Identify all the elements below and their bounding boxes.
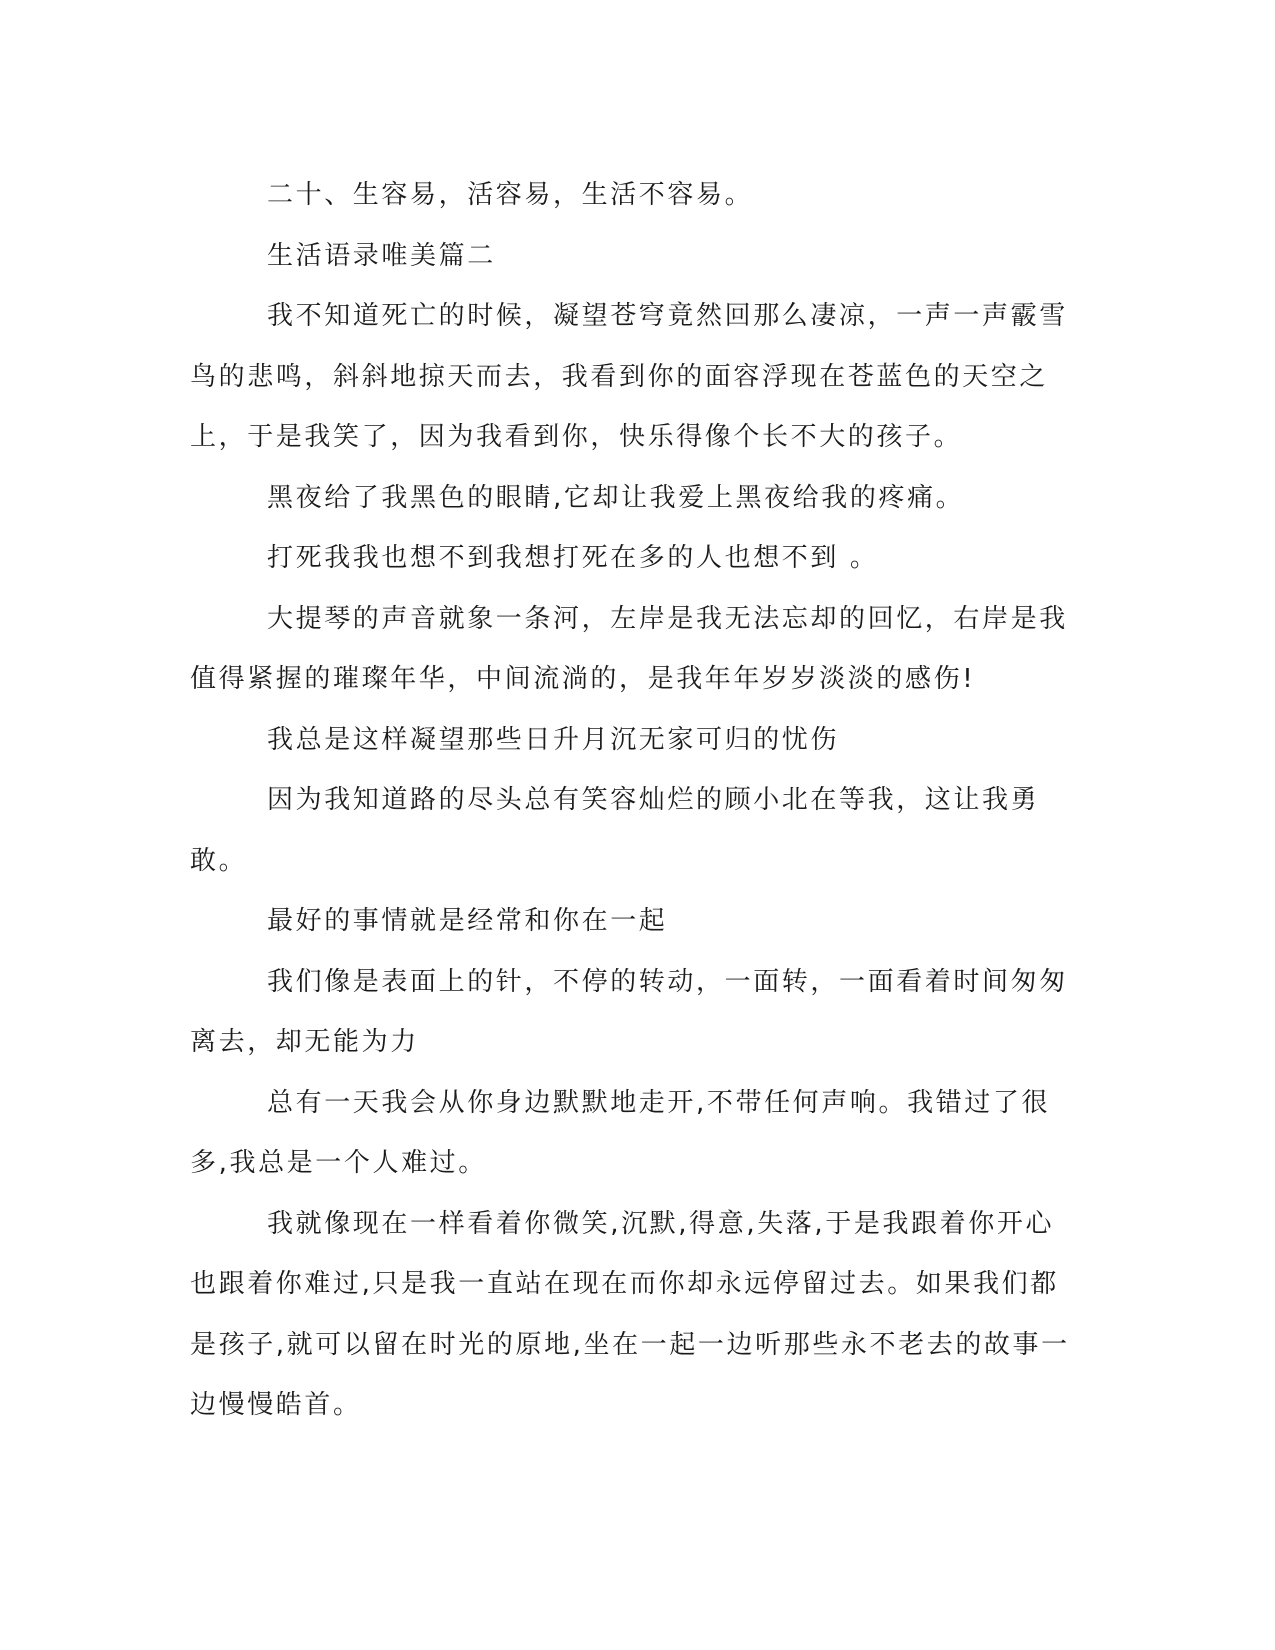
paragraph-7: 因为我知道路的尽头总有笑容灿烂的顾小北在等我，这让我勇敢。: [190, 785, 1040, 876]
paragraph-3: 黑夜给了我黑色的眼睛,它却让我爱上黑夜给我的疼痛。: [267, 482, 965, 513]
paragraph-5: 大提琴的声音就象一条河，左岸是我无法忘却的回忆，右岸是我值得紧握的璀璨年华，中间流淌的，是我年年岁岁淡淡的感伤!: [190, 603, 1068, 694]
paragraph-4: 打死我我也想不到我想打死在多的人也想不到 。: [267, 543, 879, 573]
paragraph-6: 我总是这样凝望那些日升月沉无家可归的忧伤: [267, 724, 840, 755]
paragraph-9: 我们像是表面上的针，不停的转动，一面转，一面看着时间匆匆离去，却无能为力: [190, 966, 1068, 1057]
paragraph-10: 总有一天我会从你身边默默地走开,不带任何声响。我错过了很多,我总是一个人难过。: [190, 1087, 1051, 1178]
paragraph-2: 我不知道死亡的时候，凝望苍穹竟然回那么凄凉，一声一声霰雪鸟的悲鸣，斜斜地掠天而去，我看到你的面容浮现在苍蓝色的天空之上，于是我笑了，因为我看到你，快乐得像个长不大的孩子。: [190, 301, 1068, 452]
section-heading: 生活语录唯美篇二: [267, 240, 496, 271]
paragraph-8: 最好的事情就是经常和你在一起: [267, 906, 668, 936]
document-body: [190, 165, 1075, 1436]
paragraph-11: 我就像现在一样看着你微笑,沉默,得意,失落,于是我跟着你开心也跟着你难过,只是我一直站在现在而你却永远停留过去。如果我们都是孩子,就可以留在时光的原地,坐在一起一边听那些永不老去的故事一边慢慢皓首。: [190, 1208, 1070, 1420]
paragraph-1: 二十、生容易，活容易，生活不容易。: [267, 180, 754, 210]
